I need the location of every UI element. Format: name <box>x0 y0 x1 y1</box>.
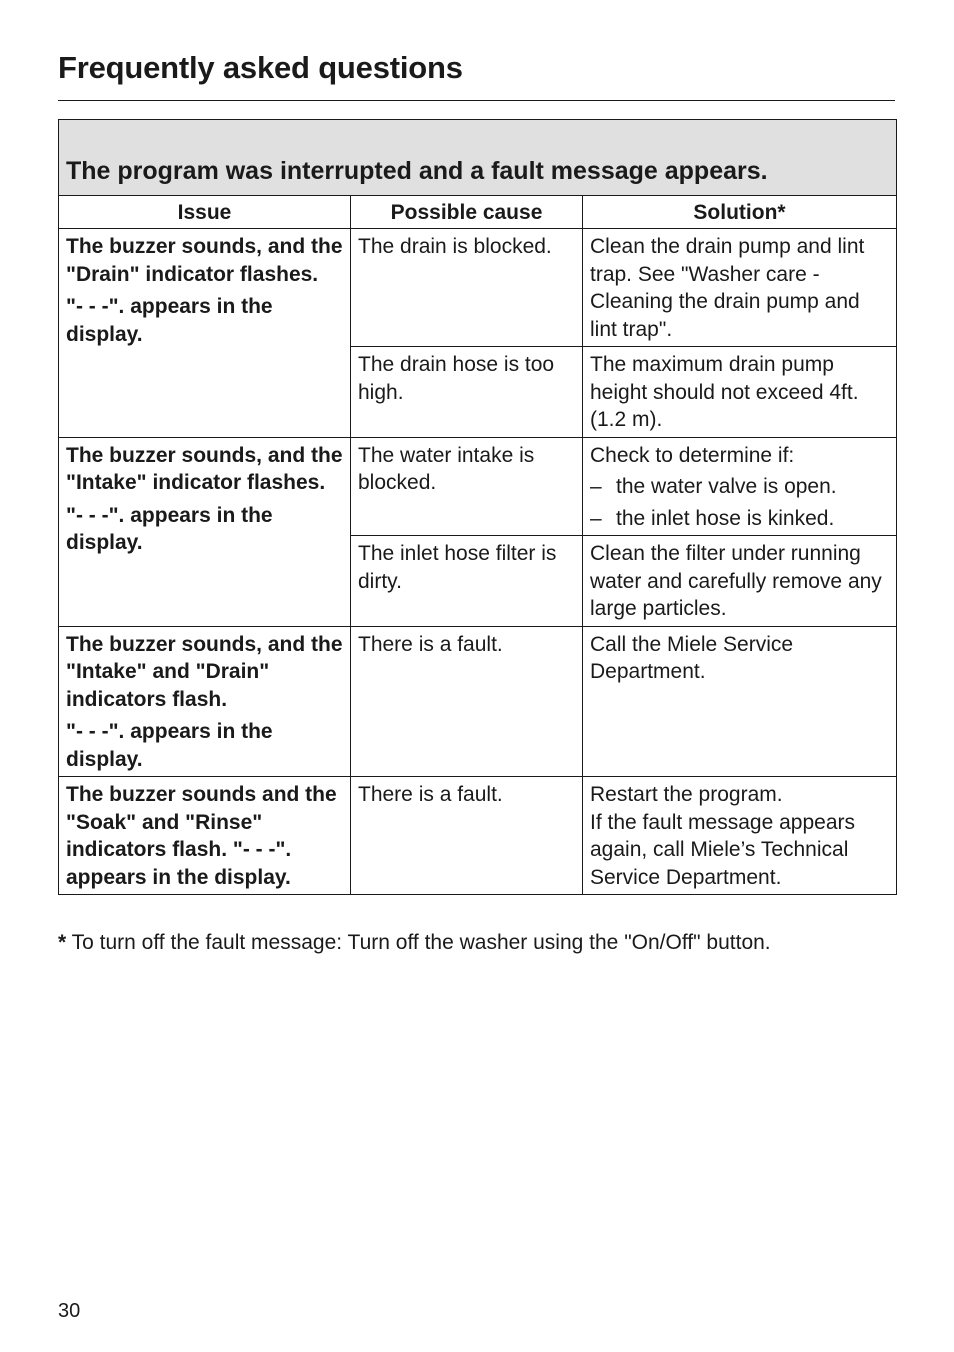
solution-cell: Call the Miele Service Department. <box>583 626 897 777</box>
solution-text: Restart the program. <box>590 783 783 806</box>
solution-cell: Clean the drain pump and lint trap. See "Washer care - Cleaning the drain pump and lint trap". <box>583 229 897 347</box>
solution-text: If the fault message appears again, call Miele’s Technical Service Department. <box>590 810 855 889</box>
solution-cell <box>583 437 897 536</box>
title-divider <box>58 100 895 101</box>
table-row <box>59 437 897 536</box>
issue-cell <box>59 229 351 438</box>
solution-intro: Check to determine if: <box>590 443 795 467</box>
issue-text: The buzzer sounds, and the "Intake" and "Drain" indicators flash. <box>66 632 343 711</box>
issue-cell <box>59 437 351 626</box>
issue-text: The buzzer sounds, and the "Intake" indicator flashes. <box>66 443 343 494</box>
issue-text: The buzzer sounds and the "Soak" and "Rinse" indicators flash. "- - -". appears in the display. <box>66 783 337 889</box>
list-item <box>590 473 889 501</box>
column-header-cause: Possible cause <box>351 196 583 229</box>
table-row <box>59 777 897 895</box>
issue-text: "- - -". appears in the display. <box>66 720 273 771</box>
solution-cell: The maximum drain pump height should not exceed 4ft. (1.2 m). <box>583 347 897 438</box>
cause-cell: There is a fault. <box>351 777 583 895</box>
cause-cell: The inlet hose filter is dirty. <box>351 536 583 627</box>
section-heading: The program was interrupted and a fault message appears. <box>59 120 897 196</box>
solution-cell <box>583 777 897 895</box>
issue-text: The buzzer sounds, and the "Drain" indicator flashes. <box>66 235 343 286</box>
issue-cell <box>59 626 351 777</box>
cause-cell: There is a fault. <box>351 626 583 777</box>
column-header-row <box>59 196 897 229</box>
footnote-marker: * <box>58 931 67 954</box>
issue-text: "- - -". appears in the display. <box>66 295 273 346</box>
footnote <box>58 931 771 955</box>
issue-cell <box>59 777 351 895</box>
solution-list <box>590 473 889 532</box>
cause-cell: The drain hose is too high. <box>351 347 583 438</box>
column-header-issue: Issue <box>59 196 351 229</box>
issue-text: "- - -". appears in the display. <box>66 503 273 554</box>
table-row <box>59 229 897 347</box>
page-title: Frequently asked questions <box>58 50 463 85</box>
footnote-text: To turn off the fault message: Turn off the washer using the "On/Off" button. <box>66 931 771 954</box>
table-row <box>59 626 897 777</box>
column-header-solution: Solution* <box>583 196 897 229</box>
page-number: 30 <box>58 1300 81 1322</box>
dash-bullet: – <box>590 506 602 530</box>
list-item <box>590 505 889 533</box>
list-item-text: the water valve is open. <box>616 475 837 498</box>
cause-cell: The drain is blocked. <box>351 229 583 347</box>
cause-cell: The water intake is blocked. <box>351 437 583 536</box>
faq-table <box>58 119 897 895</box>
dash-bullet: – <box>590 475 602 498</box>
solution-cell: Clean the filter under running water and carefully remove any large particles. <box>583 536 897 627</box>
list-item-text: the inlet hose is kinked. <box>616 506 835 530</box>
